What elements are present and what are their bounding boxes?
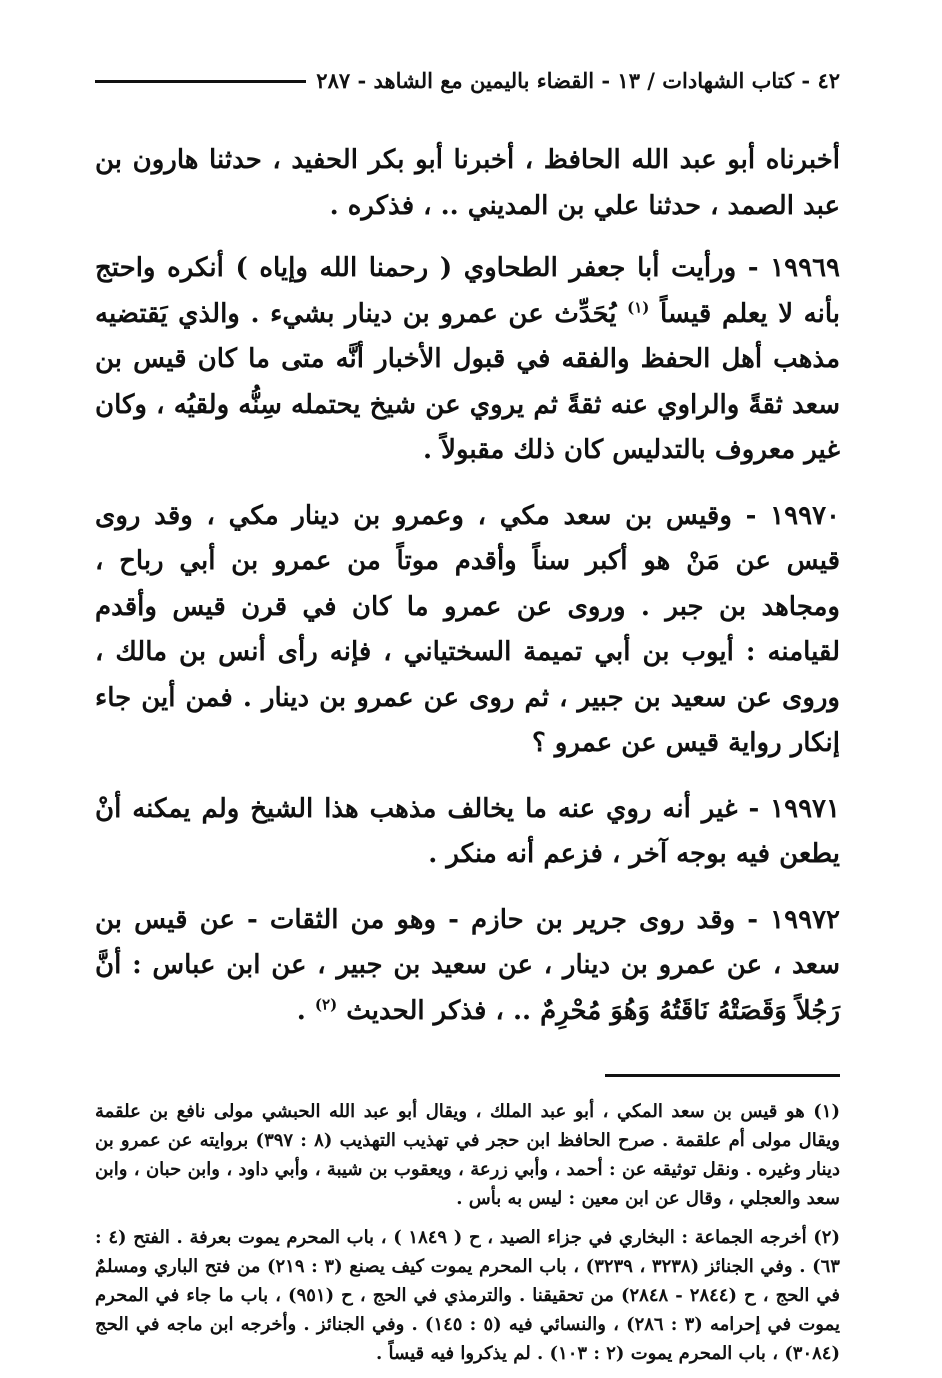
running-header-title: ٤٢ - كتاب الشهادات / ١٣ - القضاء باليمين مع الشاهد - ٢٨٧ (316, 67, 840, 93)
footnote-ref-2[interactable]: (٢) (314, 994, 338, 1013)
footnotes (95, 1097, 840, 1368)
paragraph-19971 (95, 787, 840, 878)
paragraph-text: أخبرناه أبو عبد الله الحافظ ، أخبرنا أبو بكر الحفيد ، حدثنا هارون بن عبد الصمد ، حدثنا علي بن المديني .. ، فذكره . (95, 145, 840, 221)
book-page (95, 60, 840, 1378)
paragraph-19970 (95, 494, 840, 767)
paragraph-text-continued: . (296, 995, 306, 1026)
footnote-separator (605, 1074, 840, 1077)
paragraph-intro (95, 138, 840, 229)
paragraph-number: ١٩٩٧٢ (770, 904, 840, 935)
paragraph-number: ١٩٩٦٩ (770, 253, 841, 283)
paragraph-text: - ورأيت أبا جعفر الطحاوي ( رحمنا الله وإياه ) أنكره واحتج بأنه لا يعلم قيساً (95, 253, 840, 329)
footnote-ref-1[interactable]: (١) (627, 297, 650, 316)
paragraph-19969 (95, 246, 840, 474)
paragraph-text: - وقيس بن سعد مكي ، وعمرو بن دينار مكي ، وقد روى قيس عن مَنْ هو أكبر سناً وأقدم موتاً من عمرو بن أبي رباح ، ومجاهد بن جبر . وروى عن عمرو ما كان في قرن قيس وأقدم لقيامنه : أيوب بن أبي تميمة السختياني ، فإنه رأى أنس بن مالك ، وروى عن سعيد بن جبير ، ثم روى عن عمرو بن دينار . فمن أين جاء إنكار رواية قيس عن عمرو ؟ (95, 500, 840, 758)
paragraph-text-continued: يُحَدِّث عن عمرو بن دينار بشيء . والذي يَقتضيه مذهب أهل الحفظ والفقه في قبول الأخبار أنَّه متى ما كان قيس بن سعد ثقةً والراوي عنه ثقةً ثم يروي عن شيخ يحتمله سِنُّه ولقيُه ، وكان غير معروف بالتدليس كان ذلك مقبولاً . (95, 298, 840, 465)
paragraph-number: ١٩٩٧١ (770, 793, 840, 824)
paragraph-text: - وقد روى جرير بن حازم - وهو من الثقات - عن قيس بن سعد ، عن عمرو بن دينار ، عن سعيد بن جبير ، عن ابن عباس : أنَّ رَجُلاً وَقَصَتْهُ نَاقَتُهُ وَهُوَ مُحْرِمٌ .. ، فذكر الحديث (95, 904, 840, 1026)
main-text (95, 138, 840, 1034)
footnote-text: (٢) أخرجه الجماعة : البخاري في جزاء الصيد ، ح ( ١٨٤٩ ) ، باب المحرم يموت بعرفة . الفتح (٤ : ٦٣) . وفي الجنائز (٣٢٣٨ ، ٣٢٣٩) ، باب المحرم يموت كيف يصنع (٣ : ٢١٩) من فتح الباري ومسلمٌ في الحج ، ح (٢٨٤٤ - ٢٨٤٨) من تحقيقنا . والترمذي في الحج ، ح (٩٥١) ، باب ما جاء في المحرم يموت في إحرامه (٣ : ٢٨٦) ، والنسائي فيه (٥ : ١٤٥) . وفي الجنائز . وأخرجه ابن ماجه في الحج (٣٠٨٤) ، باب المحرم يموت (٢ : ١٠٣) . لم يذكروا فيه قيساً . (95, 1227, 840, 1364)
footnote-text: (١) هو قيس بن سعد المكي ، أبو عبد الملك ، ويقال أبو عبد الله الحبشي مولى نافع بن علقمة ويقال مولى أم علقمة . صرح الحافظ ابن حجر في تهذيب التهذيب (٨ : ٣٩٧) بروايته عن عمرو بن دينار وغيره . ونقل توثيقه عن : أحمد ، وأبي زرعة ، ويعقوب بن شيبة ، وأبي داود ، وابن حبان ، وابن سعد والعجلي ، وقال عن ابن معين : ليس به بأس . (95, 1101, 840, 1209)
paragraph-19972 (95, 898, 840, 1035)
paragraph-text: - غير أنه روي عنه ما يخالف مذهب هذا الشيخ ولم يمكنه أنْ يطعن فيه بوجه آخر ، فزعم أنه منكر . (95, 793, 840, 869)
footnote-1 (95, 1097, 840, 1213)
footnote-2 (95, 1223, 840, 1368)
paragraph-number: ١٩٩٧٠ (770, 500, 840, 531)
header-rule (95, 80, 306, 83)
running-header (95, 60, 840, 100)
